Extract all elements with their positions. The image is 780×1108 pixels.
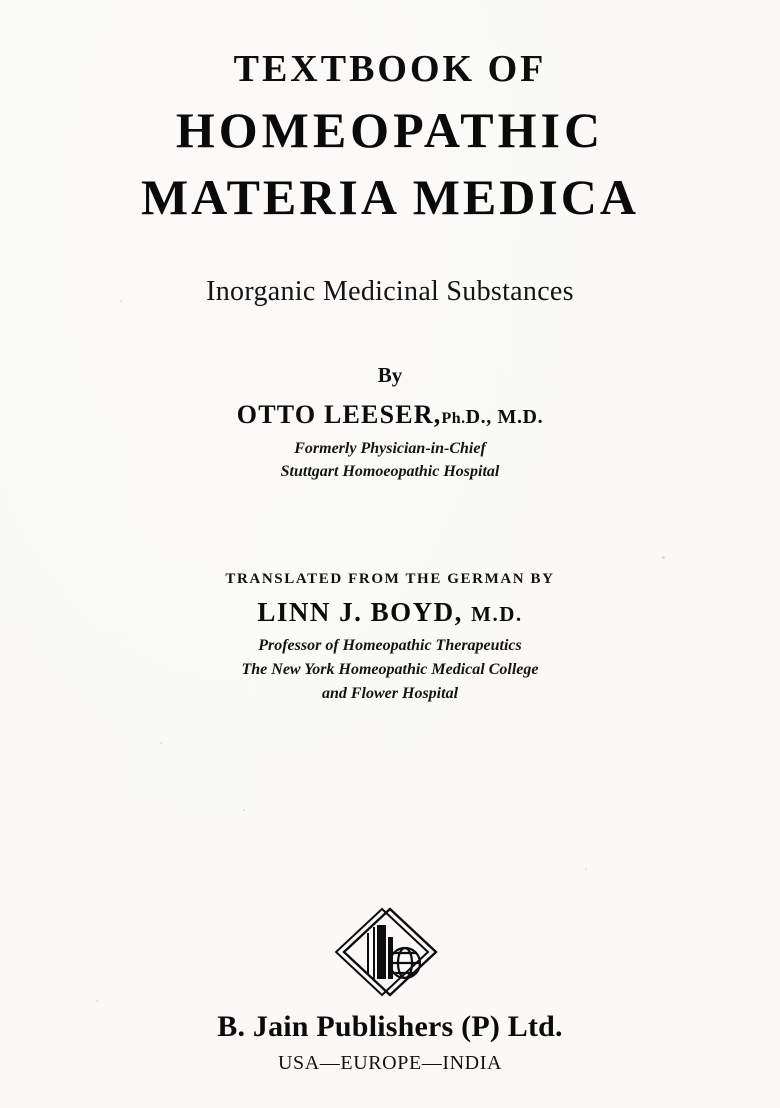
by-label: By — [377, 362, 403, 387]
translator-degrees: M.D. — [471, 602, 523, 627]
author-affiliation — [40, 437, 740, 483]
author-degrees: D., M.D. — [465, 405, 544, 428]
page-title — [40, 0, 740, 228]
author-name — [40, 400, 740, 430]
paper-speck — [662, 556, 665, 559]
paper-speck — [120, 300, 122, 302]
author-name-text: OTTO LEESER, — [236, 399, 442, 429]
publisher-name: B. Jain Publishers (P) Ltd. — [217, 1010, 563, 1043]
author-affiliation-line-1: Formerly Physician-in-Chief — [294, 439, 486, 457]
subtitle: Inorganic Medicinal Substances — [206, 275, 574, 307]
translator-name — [40, 597, 740, 628]
translator-affiliation-line-3: and Flower Hospital — [321, 685, 459, 703]
publisher-logo — [0, 905, 780, 1000]
author-degrees-smallcaps: Ph. — [441, 409, 466, 427]
title-line-1: TEXTBOOK OF — [233, 48, 547, 90]
translator-affiliation-line-2: The New York Homeopathic Medical College — [241, 661, 539, 679]
paper-speck — [243, 809, 245, 811]
title-line-2: HOMEOPATHIC — [175, 101, 605, 158]
translator-name-text: LINN J. BOYD, — [257, 597, 463, 628]
translation-heading: TRANSLATED FROM THE GERMAN BY — [225, 571, 555, 588]
title-line-3: MATERIA MEDICA — [140, 168, 640, 225]
author-affiliation-line-2: Stuttgart Homoeopathic Hospital — [280, 462, 500, 480]
translator-affiliation — [40, 634, 740, 706]
paper-speck — [96, 1000, 98, 1002]
b-jain-publishers-logo-icon — [335, 905, 445, 1000]
publisher-locations: USA—EUROPE—INDIA — [277, 1052, 503, 1074]
paper-speck — [585, 868, 587, 870]
translator-affiliation-line-1: Professor of Homeopathic Therapeutics — [258, 637, 522, 655]
paper-speck — [160, 742, 162, 744]
